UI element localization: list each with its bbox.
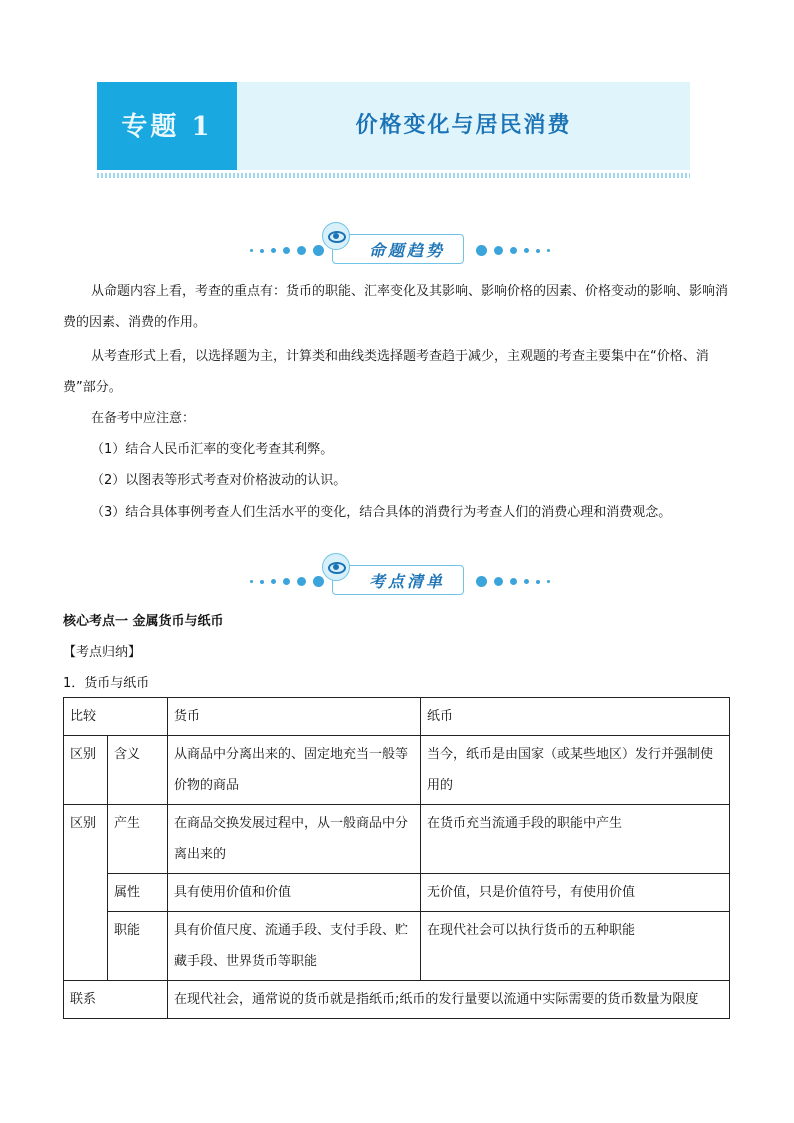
table-row (64, 736, 730, 805)
eye-icon (322, 553, 350, 581)
currency-cell: 从商品中分离出来的、固定地充当一般等价物的商品 (168, 736, 421, 805)
row-label: 产生 (108, 805, 168, 874)
section-title-box (332, 234, 464, 264)
paper-cell: 当今，纸币是由国家（或某些地区）发行并强制使用的 (421, 736, 730, 805)
section-badge-checklist (250, 553, 550, 595)
header-currency: 货币 (168, 698, 421, 736)
eye-icon (322, 222, 350, 250)
topic-banner (97, 82, 690, 170)
group-label: 区别 (64, 736, 108, 805)
trend-item-1: （1）结合人民币汇率的变化考查其利弊。 (91, 442, 334, 457)
topic-number: 专题 1 (121, 112, 213, 142)
page-title: 价格变化与居民消费 (355, 112, 572, 138)
currency-cell: 具有使用价值和价值 (168, 874, 421, 912)
section-title-trend: 命题趋势 (368, 241, 445, 260)
trend-item-3: （3）结合具体事例考查人们生活水平的变化，结合具体的消费行为考查人们的消费心理和消费观念。 (91, 505, 672, 520)
header-compare: 比较 (64, 698, 168, 736)
paper-cell: 无价值，只是价值符号，有使用价值 (421, 874, 730, 912)
currency-cell: 具有价值尺度、流通手段、支付手段、贮藏手段、世界货币等职能 (168, 912, 421, 981)
decorative-dots-left (250, 245, 324, 256)
link-label: 联系 (64, 981, 168, 1019)
section-title-box (332, 565, 464, 595)
table-row (64, 805, 730, 874)
row-label: 属性 (108, 874, 168, 912)
table-row (64, 874, 730, 912)
trend-paragraph-1: 从命题内容上看，考查的重点有：货币的职能、汇率变化及其影响、影响价格的因素、价格变动的影响、影响消费的因素、消费的作用。 (63, 284, 729, 330)
link-text: 在现代社会，通常说的货币就是指纸币;纸币的发行量要以流通中实际需要的货币数量为限度 (168, 981, 730, 1019)
group-label: 区别 (64, 805, 108, 981)
comparison-table (63, 697, 730, 1019)
trend-paragraph-2: 从考查形式上看，以选择题为主，计算类和曲线类选择题考查趋于减少，主观题的考查主要集中在“价格、消费”部分。 (63, 349, 709, 395)
currency-cell: 在商品交换发展过程中，从一般商品中分离出来的 (168, 805, 421, 874)
summary-label: 【考点归纳】 (63, 645, 142, 660)
row-label: 职能 (108, 912, 168, 981)
core-heading: 核心考点一 金属货币与纸币 (63, 614, 224, 629)
row-label: 含义 (108, 736, 168, 805)
trend-item-2: （2）以图表等形式考查对价格波动的认识。 (91, 473, 347, 488)
subheading: 1．货币与纸币 (63, 676, 150, 691)
table-row (64, 912, 730, 981)
paper-cell: 在现代社会可以执行货币的五种职能 (421, 912, 730, 981)
banner-divider (97, 173, 690, 178)
decorative-dots-right (476, 576, 550, 587)
table-row (64, 981, 730, 1019)
section-badge-trend (250, 222, 550, 264)
trend-paragraph-3: 在备考中应注意： (91, 411, 196, 426)
table-header-row (64, 698, 730, 736)
header-paper: 纸币 (421, 698, 730, 736)
section-title-checklist: 考点清单 (368, 572, 445, 591)
decorative-dots-left (250, 576, 324, 587)
paper-cell: 在货币充当流通手段的职能中产生 (421, 805, 730, 874)
decorative-dots-right (476, 245, 550, 256)
topic-number-block (97, 82, 237, 170)
